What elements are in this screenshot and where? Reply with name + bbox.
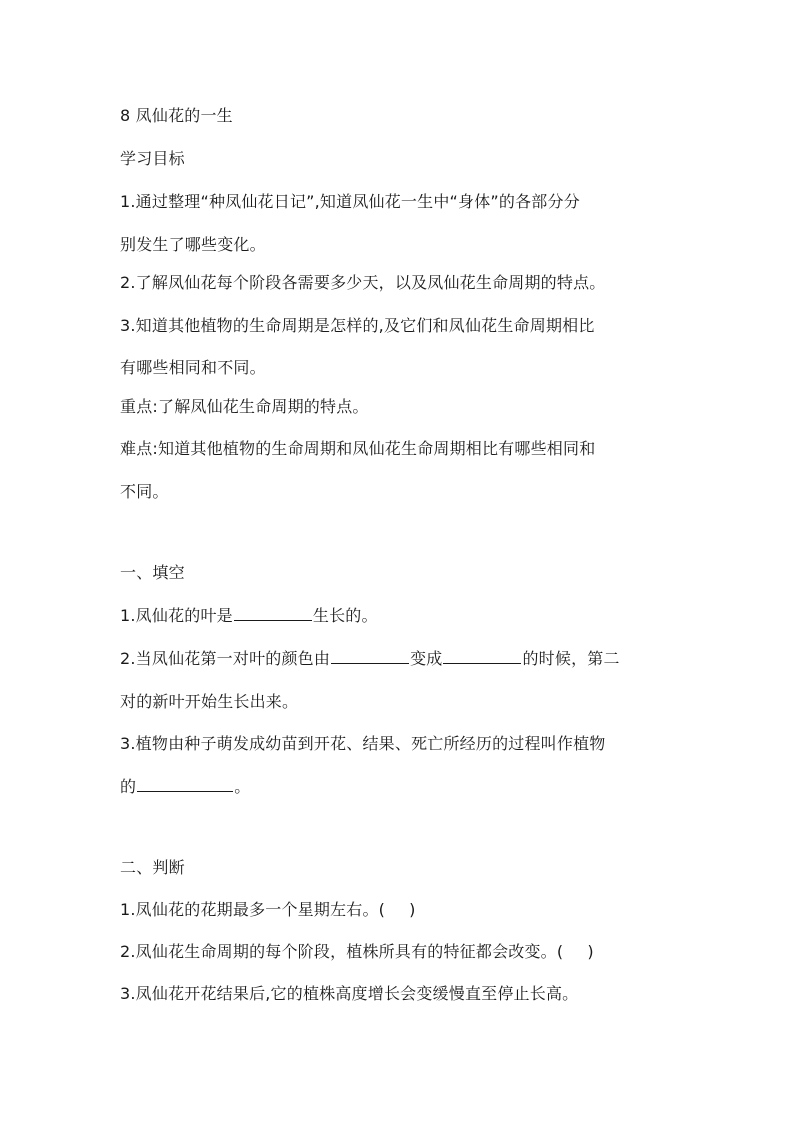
fill-q2-blank-1[interactable]	[331, 649, 409, 664]
fill-q2-text-before: 2.当凤仙花第一对叶的颜色由	[120, 649, 331, 668]
fill-q1-text-after: 生长的。	[312, 606, 378, 625]
key-point: 重点:了解凤仙花生命周期的特点。	[120, 397, 369, 416]
judge-q1-text: 1.凤仙花的花期最多一个星期左右。(	[120, 900, 386, 919]
judge-section-heading: 二、判断	[120, 858, 185, 877]
lesson-title: 8 凤仙花的一生	[120, 106, 233, 125]
judge-question-1	[120, 899, 680, 921]
judge-question-3: 3.凤仙花开花结果后,它的植株高度增长会变缓慢直至停止长高。	[120, 984, 579, 1003]
fill-question-2-line-1	[120, 648, 680, 670]
fill-question-1	[120, 605, 680, 627]
fill-q3-text-after: 。	[234, 777, 251, 796]
fill-q3-blank[interactable]	[137, 777, 233, 792]
judge-q2-close-paren: )	[587, 942, 594, 961]
judge-q1-close-paren: )	[409, 900, 416, 919]
difficulty-line-1: 难点:知道其他植物的生命周期和凤仙花生命周期相比有哪些相同和	[120, 439, 596, 458]
fill-question-3-line-1: 3.植物由种子萌发成幼苗到开花、结果、死亡所经历的过程叫作植物	[120, 734, 606, 753]
objective-1-line-1: 1.通过整理“种凤仙花日记”,知道凤仙花一生中“身体”的各部分分	[120, 192, 580, 211]
objective-2: 2.了解凤仙花每个阶段各需要多少天，以及凤仙花生命周期的特点。	[120, 273, 606, 292]
objectives-heading: 学习目标	[120, 149, 185, 168]
judge-q2-text: 2.凤仙花生命周期的每个阶段，植株所具有的特征都会改变。(	[120, 942, 564, 961]
objective-1-line-2: 别发生了哪些变化。	[120, 235, 266, 254]
difficulty-line-2: 不同。	[120, 482, 169, 501]
fill-question-2-line-2: 对的新叶开始生长出来。	[120, 692, 299, 711]
fill-q1-blank[interactable]	[234, 606, 312, 621]
objective-3-line-2: 有哪些相同和不同。	[120, 358, 266, 377]
fill-q1-text-before: 1.凤仙花的叶是	[120, 606, 233, 625]
fill-q2-text-after: 的时候，第二	[522, 649, 620, 668]
judge-question-2	[120, 941, 680, 963]
fill-q2-blank-2[interactable]	[443, 649, 521, 664]
fill-section-heading: 一、填空	[120, 563, 185, 582]
fill-q3-text-before: 的	[120, 777, 137, 796]
fill-q2-text-middle: 变成	[410, 649, 443, 668]
fill-question-3-line-2	[120, 776, 680, 798]
objective-3-line-1: 3.知道其他植物的生命周期是怎样的,及它们和凤仙花生命周期相比	[120, 316, 595, 335]
